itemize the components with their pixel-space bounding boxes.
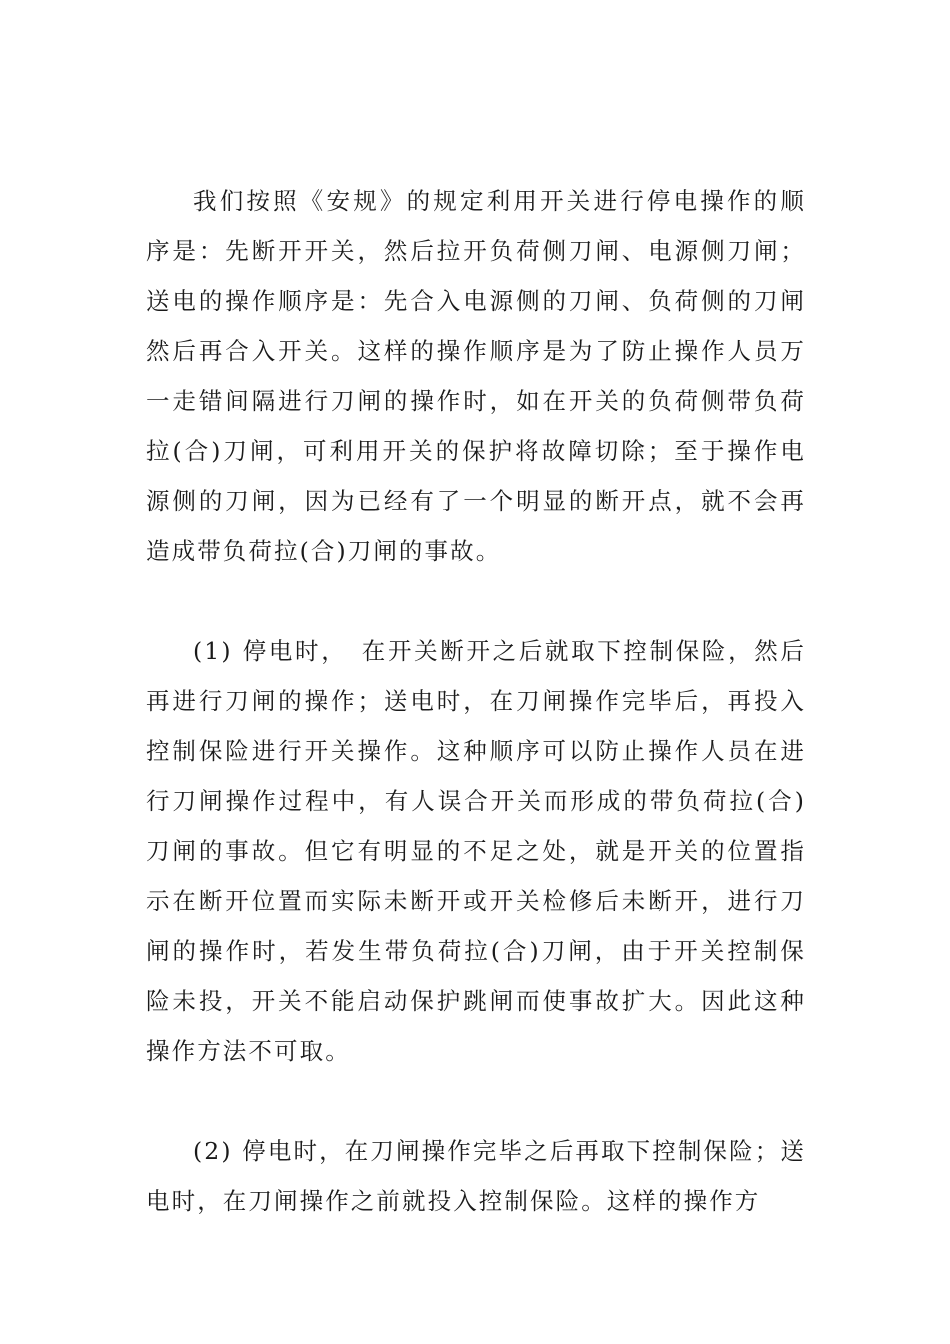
paragraph-intro: 我们按照《安规》的规定利用开关进行停电操作的顺序是：先断开开关，然后拉开负荷侧刀闸、电源侧刀闸；送电的操作顺序是：先合入电源侧的刀闸、负荷侧的刀闸然后再合入开关。这样的操作顺序是为了防止操作人员万一走错间隔进行刀闸的操作时，如在开关的负荷侧带负荷拉(合)刀闸，可利用开关的保护将故障切除；至于操作电源侧的刀闸，因为已经有了一个明显的断开点，就不会再造成带负荷拉(合)刀闸的事故。 [146,187,806,565]
paragraph-item-2: (2) 停电时，在刀闸操作完毕之后再取下控制保险；送电时，在刀闸操作之前就投入控制保险。这样的操作方 [146,1137,806,1215]
paragraph-item-1: (1) 停电时， 在开关断开之后就取下控制保险，然后再进行刀闸的操作；送电时，在刀闸操作完毕后，再投入控制保险进行开关操作。这种顺序可以防止操作人员在进行刀闸操作过程中，有人误合开关而形成的带负荷拉(合)刀闸的事故。但它有明显的不足之处，就是开关的位置指示在断开位置而实际未断开或开关检修后未断开，进行刀闸的操作时，若发生带负荷拉(合)刀闸，由于开关控制保险未投，开关不能启动保护跳闸而使事故扩大。因此这种操作方法不可取。 [146,637,806,1065]
document-body [146,176,806,1226]
